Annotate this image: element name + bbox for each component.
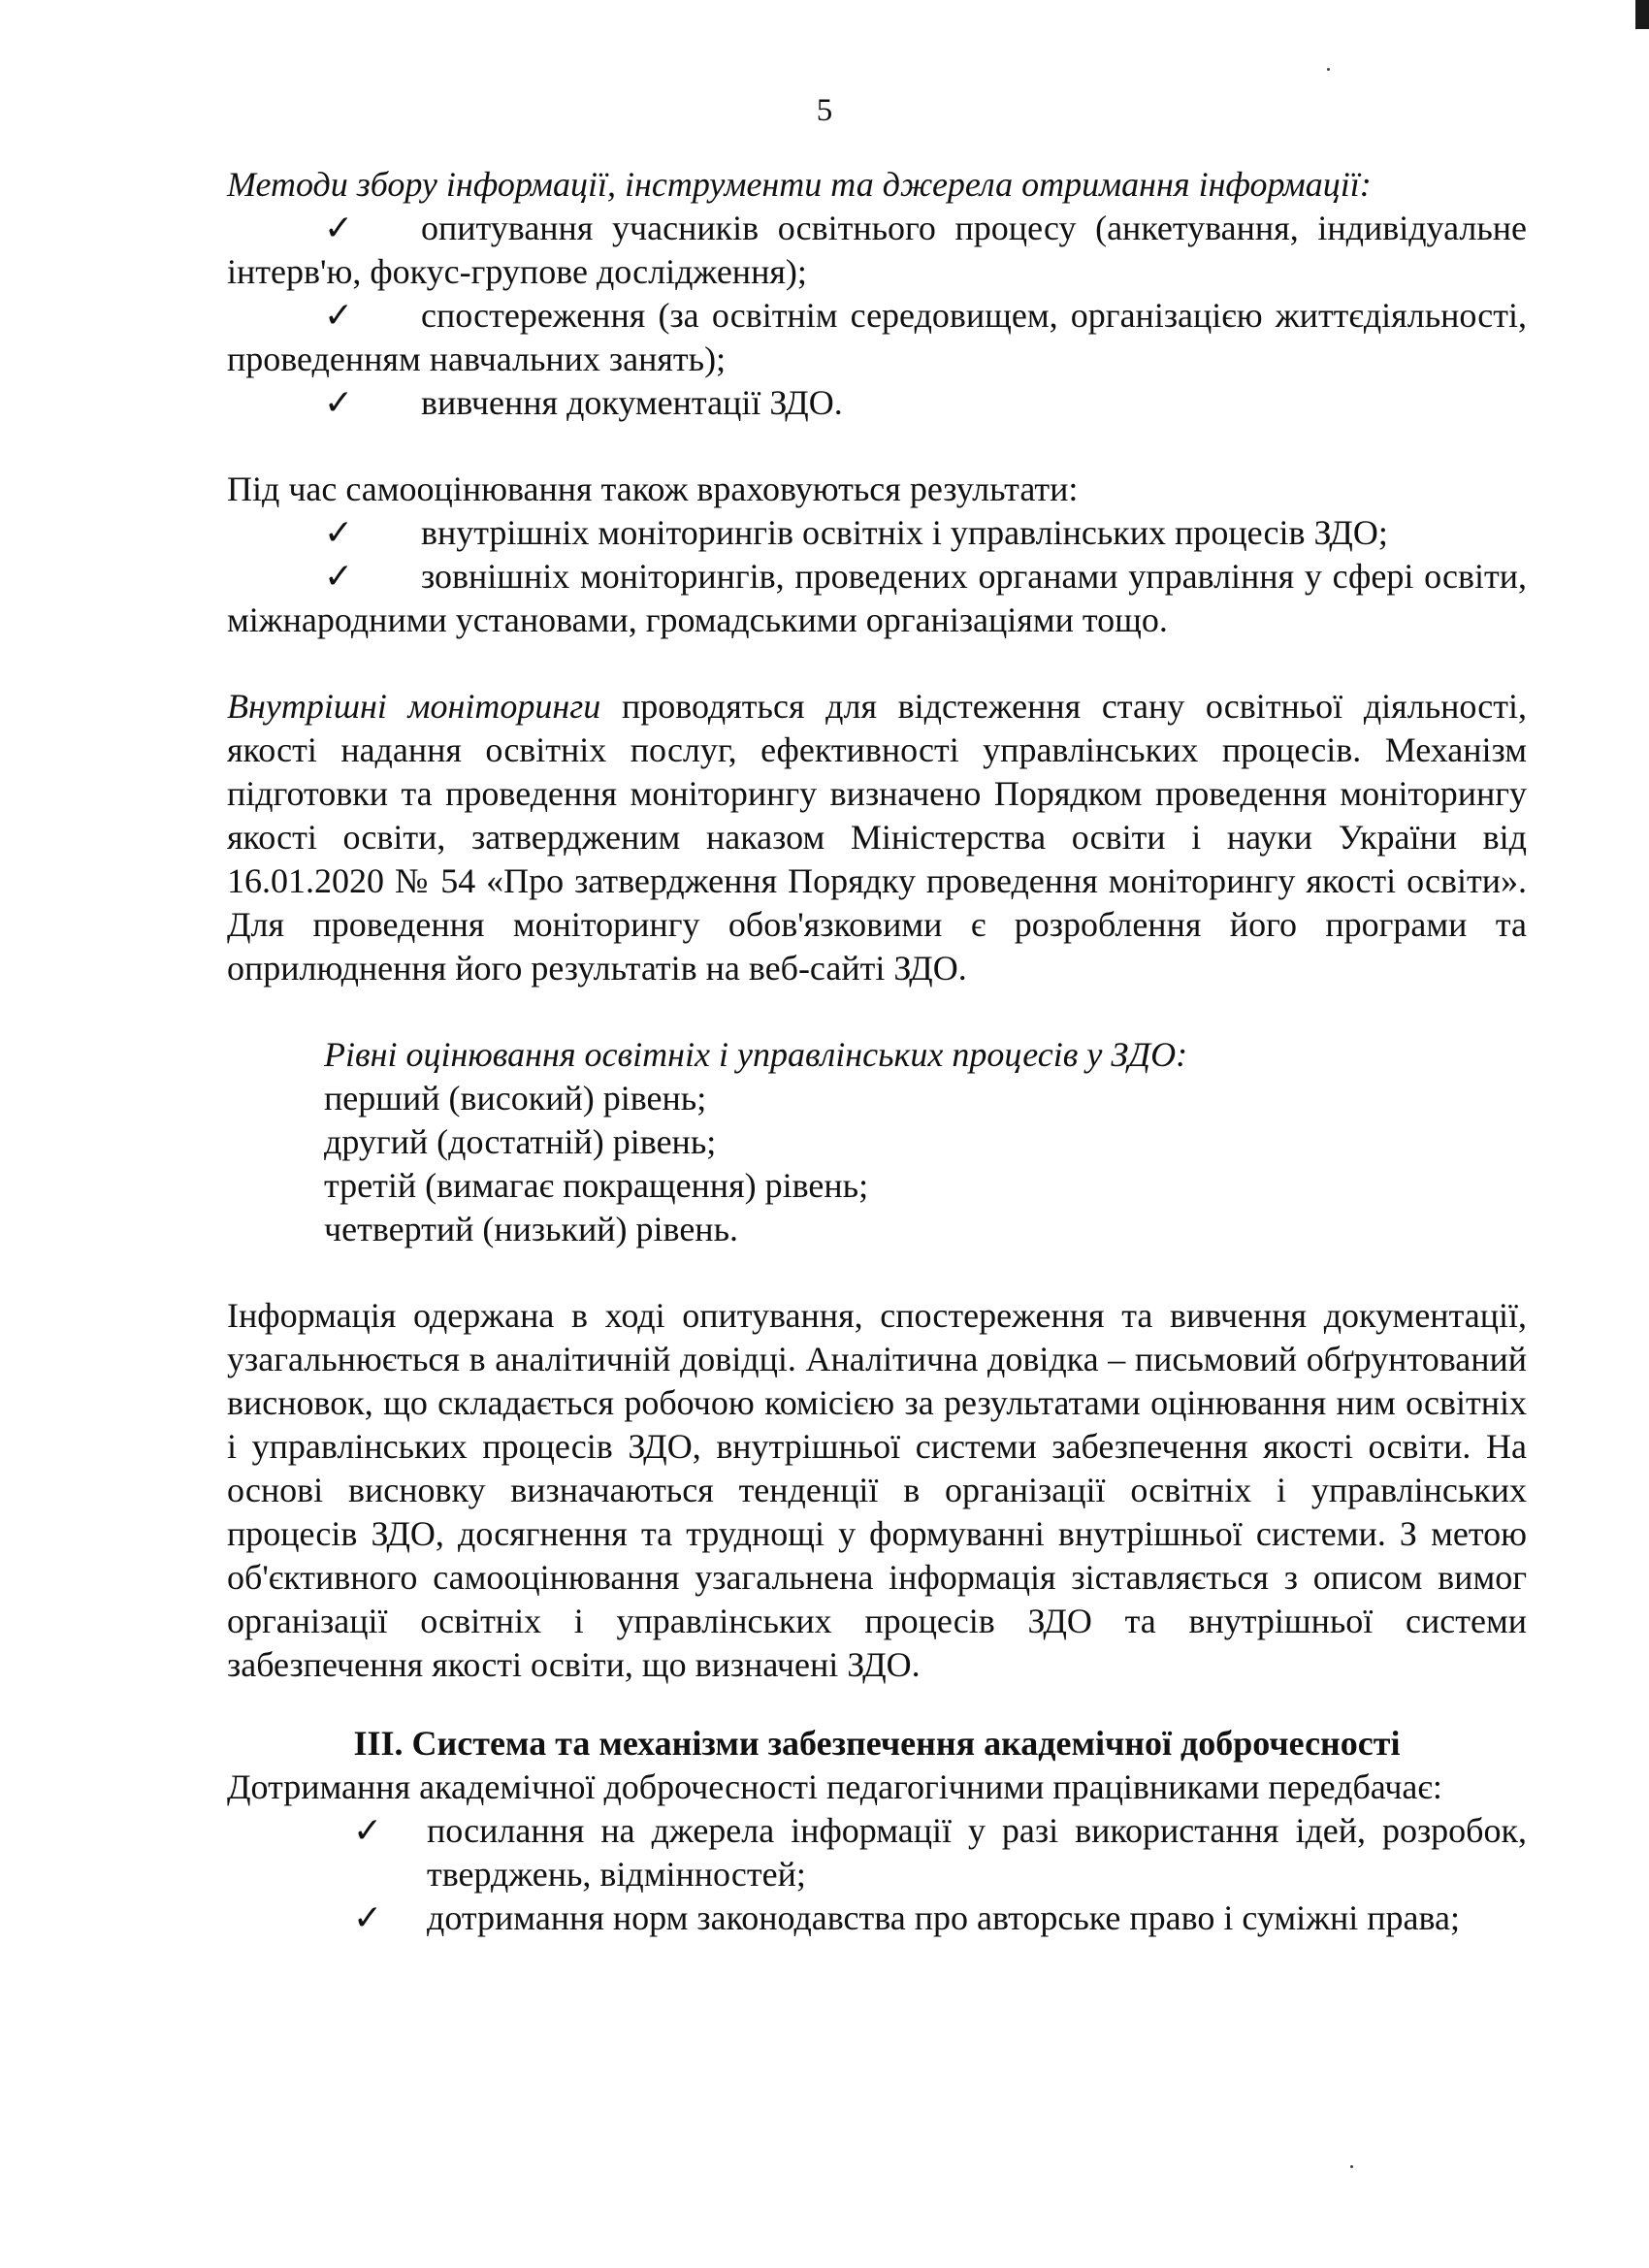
level-item: другий (достатній) рівень; [324, 1122, 717, 1161]
methods-heading: Методи збору інформації, інструменти та джерела отримання інформації: [227, 165, 1372, 204]
analysis-paragraph: Інформація одержана в ході опитування, спостереження та вивчення документації, узагальнюється в аналітичній довідці. Аналітична довідка – письмовий обґрунтований висновок, що складається робочою комісією за результатами оцінювання ним освітніх і управлінських процесів ЗДО, внутрішньої системи забезпечення якості освіти. На основі висновку визначаються тенденції в організації освітніх і управлінських процесів ЗДО, досягнення та труднощі у формуванні внутрішньої системи. З метою об'єктивного самооцінювання узагальнена інформація зіставляється з описом вимог організації освітніх і управлінських процесів ЗДО та внутрішньої системи забезпечення якості освіти, що визначені ЗДО. [227, 1296, 1527, 1684]
integrity-list [227, 1809, 1527, 1940]
list-item-text: зовнішніх моніторингів, проведених органами управління у сфері освіти, міжнародними установами, громадськими організаціями тощо. [227, 557, 1527, 639]
list-item-text: дотримання норм законодавства про авторське право і суміжні права; [427, 1898, 1461, 1937]
monitoring-term: Внутрішні моніторинги [227, 687, 601, 726]
check-icon: ✓ [353, 1898, 383, 1937]
list-item-text: вивчення документації ЗДО. [421, 383, 843, 422]
check-icon: ✓ [324, 557, 354, 596]
list-item [227, 1896, 1527, 1940]
list-item-text: спостереження (за освітнім середовищем, організацією життєдіяльності, проведенням навчальних занять); [227, 296, 1527, 378]
check-icon: ✓ [324, 513, 354, 552]
levels-block [227, 1033, 1527, 1251]
check-icon: ✓ [324, 209, 354, 247]
results-list [227, 511, 1527, 642]
page-number: 5 [816, 93, 833, 128]
list-item [227, 294, 1527, 381]
monitoring-paragraph [227, 685, 1527, 990]
check-icon: ✓ [324, 383, 354, 422]
scan-speck [1327, 68, 1330, 71]
scan-edge-shadow [1635, 0, 1649, 29]
monitoring-text: проводяться для відстеження стану освітньої діяльності, якості надання освітніх послуг, ефективності управлінських процесів. Механізм підготовки та проведення моніторингу визначено Порядком проведення моніторингу якості освіти, затвердженим наказом Міністерства освіти і науки України від 16.01.2020 № 54 «Про затвердження Порядку проведення моніторингу якості освіти». Для проведення моніторингу обов'язковими є розроблення його програми та оприлюднення його результатів на веб-сайті ЗДО. [227, 687, 1527, 988]
list-item [227, 381, 1527, 425]
list-item [227, 511, 1527, 555]
list-item [227, 1809, 1527, 1896]
list-item [227, 207, 1527, 294]
level-item: четвертий (низький) рівень. [324, 1210, 738, 1248]
section-intro: Дотримання академічної доброчесності педагогічними працівниками передбачає: [227, 1767, 1442, 1806]
list-item [227, 555, 1527, 642]
methods-list [227, 207, 1527, 425]
level-item: третій (вимагає покращення) рівень; [324, 1166, 869, 1205]
list-item-text: посилання на джерела інформації у разі використання ідей, розробок, тверджень, відмінностей; [427, 1811, 1527, 1894]
level-item: перший (високий) рівень; [324, 1079, 707, 1118]
list-item-text: опитування учасників освітнього процесу (анкетування, індивідуальне інтерв'ю, фокус-групове дослідження); [227, 209, 1527, 291]
scan-speck [1350, 2165, 1353, 2168]
results-intro: Під час самооцінювання також враховуються результати: [227, 470, 1079, 508]
list-item-text: внутрішніх моніторингів освітніх і управлінських процесів ЗДО; [421, 513, 1388, 552]
section-heading: ІІІ. Система та механізми забезпечення академічної доброчесності [353, 1724, 1401, 1763]
check-icon: ✓ [353, 1811, 383, 1850]
document-body [227, 163, 1527, 1940]
levels-heading: Рівні оцінювання освітніх і управлінських процесів у ЗДО: [324, 1035, 1188, 1074]
check-icon: ✓ [324, 296, 354, 335]
